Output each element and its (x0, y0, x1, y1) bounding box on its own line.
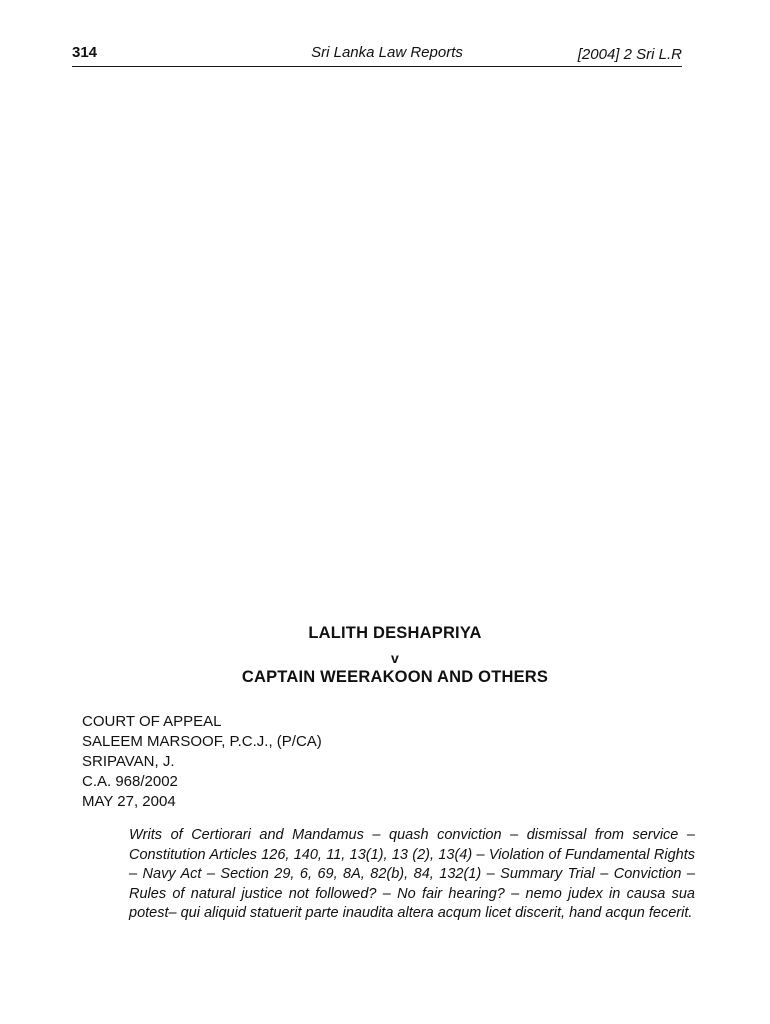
page-number: 314 (72, 44, 98, 61)
page-header (72, 40, 682, 67)
case-number: C.A. 968/2002 (82, 773, 178, 790)
running-title: Sri Lanka Law Reports (311, 44, 463, 61)
respondent-name: CAPTAIN WEERAKOON AND OTHERS (241, 668, 549, 686)
versus-marker: v (391, 650, 399, 666)
report-citation: [2004] 2 Sri L.R (577, 46, 682, 63)
judge-name: SALEEM MARSOOF, P.C.J., (P/CA) (82, 733, 322, 750)
petitioner-name: LALITH DESHAPRIYA (308, 624, 482, 642)
judge-name: SRIPAVAN, J. (82, 753, 175, 770)
headnote-paragraph: Writs of Certiorari and Mandamus – quash conviction – dismissal from service – Constitution Articles 126, 140, 11, 13(1), 13 (2), 13(4) – Violation of Fundamental Rights – Navy Act – Section 29, 6, 69, 8A, 82(b), 84, 132(1) – Summary Trial – Conviction – Rules of natural justice not followed? – No fair hearing? – nemo judex in causa sua potest– qui aliquid statuerit parte inaudita altera acqum licet discerit, hand acqun fecerit. (129, 827, 695, 921)
decision-date: MAY 27, 2004 (82, 793, 176, 810)
court-name: COURT OF APPEAL (82, 713, 222, 730)
court-info-block (82, 712, 322, 812)
